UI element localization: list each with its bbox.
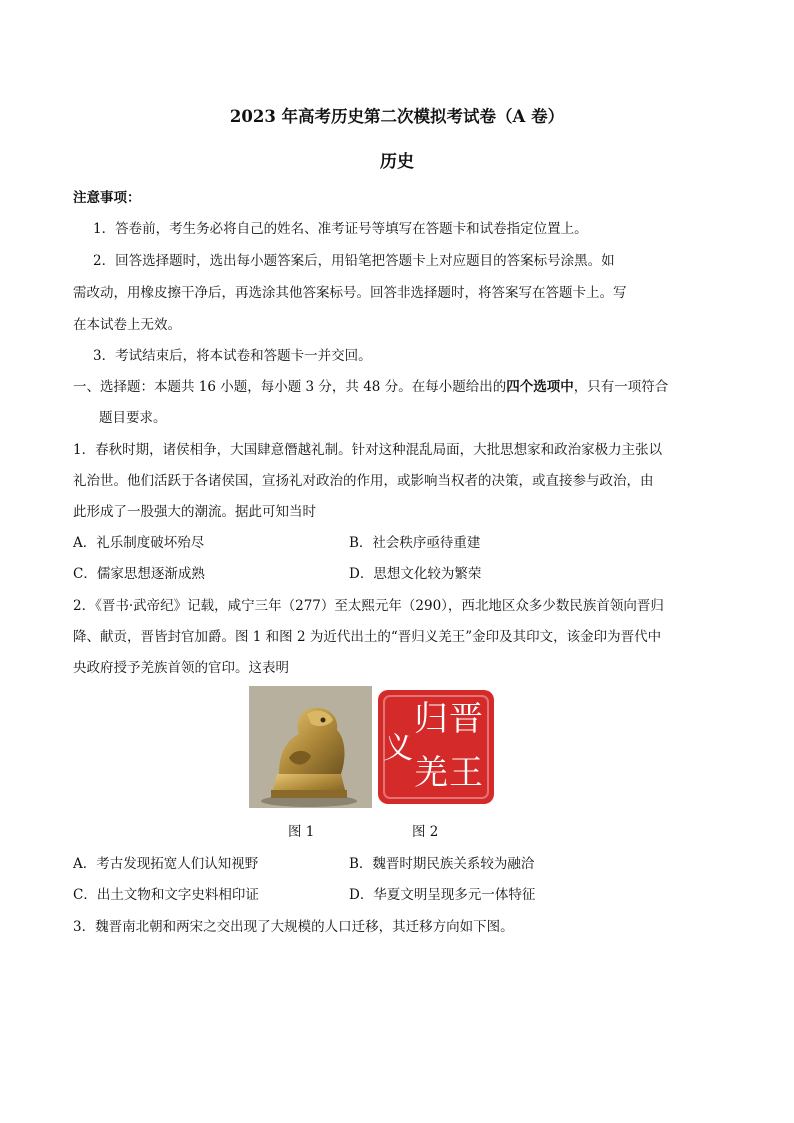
seal-char-2: 王 — [449, 753, 483, 793]
seal-char-3: 归 — [414, 699, 448, 739]
figure-2-caption: 图 2 — [412, 824, 439, 840]
q2-stem-3: 央政府授予羌族首领的官印。这表明 — [73, 660, 289, 676]
q1-option-b[interactable]: B．社会秩序亟待重建 — [349, 535, 481, 551]
notice-item-1: 1．答卷前，考生务必将自己的姓名、准考证号等填写在答题卡和试卷指定位置上。 — [93, 221, 588, 237]
section-heading — [73, 375, 668, 395]
q1-stem-3: 此形成了一股强大的潮流。据此可知当时 — [73, 504, 316, 520]
notice-item-3: 3．考试结束后，将本试卷和答题卡一并交回。 — [93, 348, 372, 364]
q2-option-c[interactable]: C．出土文物和文字史料相印证 — [73, 887, 259, 903]
q2-option-d[interactable]: D．华夏文明呈现多元一体特征 — [349, 887, 536, 903]
seal-impression-drawing — [376, 686, 496, 808]
seal-char-5: 义 — [383, 731, 413, 766]
gold-seal-drawing — [249, 686, 372, 808]
section-heading-cont: 题目要求。 — [99, 410, 167, 426]
notice-heading: 注意事项： — [73, 190, 141, 206]
q1-option-c[interactable]: C．儒家思想逐渐成熟 — [73, 566, 205, 582]
gold-seal-photo — [249, 686, 372, 808]
section-heading-emphasis: 四个选项中 — [506, 379, 574, 395]
q3-stem-1: 3．魏晋南北朝和两宋之交出现了大规模的人口迁移，其迁移方向如下图。 — [73, 919, 514, 935]
q1-stem-2: 礼治世。他们活跃于各诸侯国，宣扬礼对政治的作用，或影响当权者的决策，或直接参与政治，由 — [73, 473, 654, 489]
q2-stem-1: 2．《晋书·武帝纪》记载，咸宁三年（277）至太熙元年（290），西北地区众多少数民族首领向晋归 — [73, 598, 664, 614]
q1-option-a[interactable]: A．礼乐制度破坏殆尽 — [73, 535, 205, 551]
seal-impression — [376, 686, 496, 808]
figure-1-caption: 图 1 — [288, 824, 315, 840]
notice-item-2-end: 在本试卷上无效。 — [73, 317, 181, 333]
q1-stem-1: 1．春秋时期，诸侯相争，大国肆意僭越礼制。针对这种混乱局面，大批思想家和政治家极力主张以 — [73, 442, 663, 458]
section-heading-prefix: 一、选择题：本题共 16 小题，每小题 3 分，共 48 分。在每小题给出的 — [73, 379, 507, 395]
subject-heading: 历史 — [380, 152, 414, 172]
q1-option-d[interactable]: D．思想文化较为繁荣 — [349, 566, 482, 582]
q2-option-b[interactable]: B．魏晋时期民族关系较为融洽 — [349, 856, 535, 872]
seal-char-1: 晋 — [449, 699, 483, 739]
notice-item-2: 2．回答选择题时，选出每小题答案后，用铅笔把答题卡上对应题目的答案标号涂黑。如 — [93, 253, 615, 269]
section-heading-suffix: ，只有一项符合 — [573, 379, 669, 395]
q2-option-a[interactable]: A．考古发现拓宽人们认知视野 — [73, 856, 259, 872]
page-title: 2023 年高考历史第二次模拟考试卷（A 卷） — [229, 107, 565, 126]
q2-stem-2: 降、献贡，晋皆封官加爵。图 1 和图 2 为近代出土的“晋归义羌王”金印及其印文，该金印为晋代中 — [73, 629, 662, 645]
notice-item-2-cont: 需改动，用橡皮擦干净后，再选涂其他答案标号。回答非选择题时，将答案写在答题卡上。写 — [73, 285, 627, 301]
seal-char-4: 羌 — [414, 753, 448, 793]
